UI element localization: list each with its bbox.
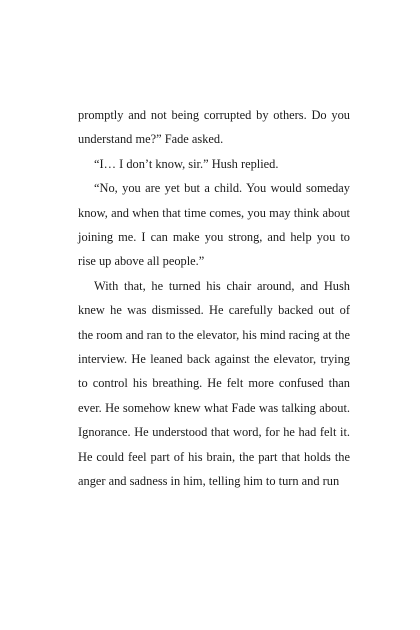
paragraph-2: “I… I don’t know, sir.” Hush replied. xyxy=(94,156,279,171)
body-text xyxy=(78,103,350,494)
paragraph-4: With that, he turned his chair around, and Hush knew he was dismissed. He carefully backed out of the room and ran to the elevator, his mind racing at the interview. He leaned back against the elevator, trying to control his breathing. He felt more confused than ever. He somehow knew what Fade was talking about. Ignorance. He understood that word, for he had felt it. He could feel part of his brain, the part that holds the anger and sadness in him, telling him to turn and run xyxy=(78,278,350,489)
paragraph-1: promptly and not being corrupted by others. Do you understand me?” Fade asked. xyxy=(78,108,350,147)
paragraph-3: “No, you are yet but a child. You would someday know, and when that time comes, you may think about joining me. I can make you strong, and help you to rise up above all people.” xyxy=(78,181,350,269)
